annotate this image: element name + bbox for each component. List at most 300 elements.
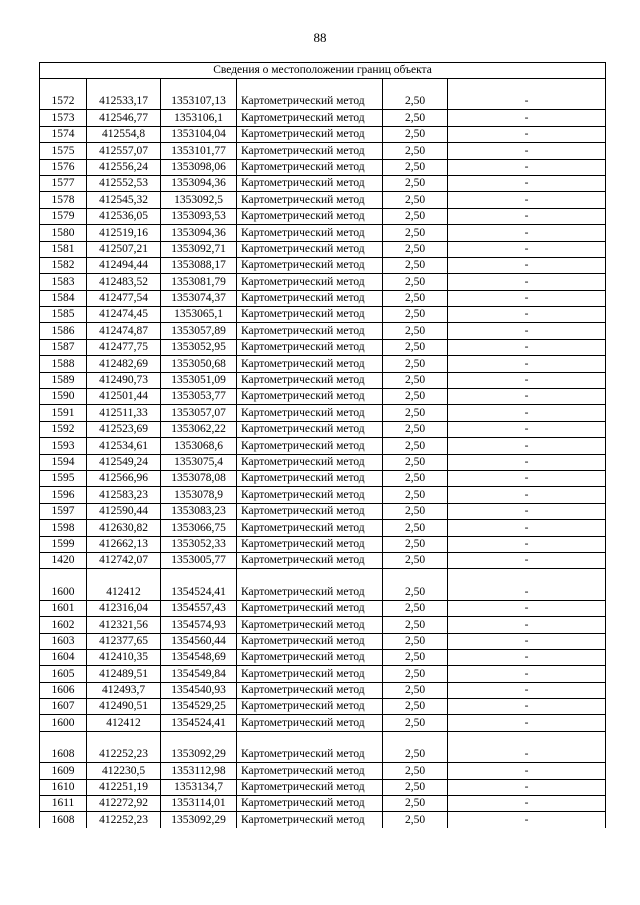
method-cell: Картометрический метод bbox=[237, 307, 383, 323]
table-row bbox=[40, 779, 606, 795]
description-cell: - bbox=[448, 208, 606, 224]
x-coordinate-cell: 412483,52 bbox=[87, 274, 161, 290]
point-number-cell: 1611 bbox=[40, 796, 87, 812]
table-row bbox=[40, 175, 606, 191]
table-row bbox=[40, 470, 606, 486]
description-cell: - bbox=[448, 617, 606, 633]
spacer-cell bbox=[161, 79, 237, 95]
x-coordinate-cell: 412554,8 bbox=[87, 126, 161, 142]
table-row bbox=[40, 405, 606, 421]
y-coordinate-cell: 1353075,4 bbox=[161, 454, 237, 470]
point-number-cell: 1590 bbox=[40, 389, 87, 405]
accuracy-cell: 2,50 bbox=[383, 584, 448, 600]
x-coordinate-cell: 412474,45 bbox=[87, 307, 161, 323]
table-row bbox=[40, 699, 606, 715]
x-coordinate-cell: 412511,33 bbox=[87, 405, 161, 421]
method-cell: Картометрический метод bbox=[237, 715, 383, 731]
description-cell: - bbox=[448, 372, 606, 388]
point-number-cell: 1576 bbox=[40, 159, 87, 175]
method-cell: Картометрический метод bbox=[237, 796, 383, 812]
y-coordinate-cell: 1353112,98 bbox=[161, 763, 237, 779]
point-number-cell: 1600 bbox=[40, 584, 87, 600]
method-cell: Картометрический метод bbox=[237, 584, 383, 600]
y-coordinate-cell: 1354548,69 bbox=[161, 649, 237, 665]
description-cell: - bbox=[448, 225, 606, 241]
accuracy-cell: 2,50 bbox=[383, 372, 448, 388]
y-coordinate-cell: 1353050,68 bbox=[161, 356, 237, 372]
method-cell: Картометрический метод bbox=[237, 552, 383, 568]
method-cell: Картометрический метод bbox=[237, 503, 383, 519]
point-number-cell: 1592 bbox=[40, 421, 87, 437]
x-coordinate-cell: 412742,07 bbox=[87, 552, 161, 568]
y-coordinate-cell: 1353052,33 bbox=[161, 536, 237, 552]
method-cell: Картометрический метод bbox=[237, 779, 383, 795]
description-cell: - bbox=[448, 421, 606, 437]
table-row bbox=[40, 274, 606, 290]
x-coordinate-cell: 412556,24 bbox=[87, 159, 161, 175]
point-number-cell: 1572 bbox=[40, 94, 87, 110]
point-number-cell: 1608 bbox=[40, 812, 87, 828]
method-cell: Картометрический метод bbox=[237, 159, 383, 175]
y-coordinate-cell: 1353083,23 bbox=[161, 503, 237, 519]
point-number-cell: 1420 bbox=[40, 552, 87, 568]
table-row bbox=[40, 617, 606, 633]
y-coordinate-cell: 1353092,29 bbox=[161, 812, 237, 828]
description-cell: - bbox=[448, 715, 606, 731]
table-row bbox=[40, 110, 606, 126]
x-coordinate-cell: 412546,77 bbox=[87, 110, 161, 126]
accuracy-cell: 2,50 bbox=[383, 438, 448, 454]
description-cell: - bbox=[448, 175, 606, 191]
table-row bbox=[40, 372, 606, 388]
x-coordinate-cell: 412552,53 bbox=[87, 175, 161, 191]
point-number-cell: 1601 bbox=[40, 600, 87, 616]
table-row bbox=[40, 763, 606, 779]
y-coordinate-cell: 1353088,17 bbox=[161, 257, 237, 273]
spacer-cell bbox=[40, 731, 87, 747]
accuracy-cell: 2,50 bbox=[383, 617, 448, 633]
accuracy-cell: 2,50 bbox=[383, 763, 448, 779]
y-coordinate-cell: 1353057,07 bbox=[161, 405, 237, 421]
description-cell: - bbox=[448, 307, 606, 323]
method-cell: Картометрический метод bbox=[237, 617, 383, 633]
description-cell: - bbox=[448, 274, 606, 290]
x-coordinate-cell: 412252,23 bbox=[87, 747, 161, 763]
accuracy-cell: 2,50 bbox=[383, 405, 448, 421]
description-cell: - bbox=[448, 552, 606, 568]
table-row bbox=[40, 584, 606, 600]
point-number-cell: 1582 bbox=[40, 257, 87, 273]
method-cell: Картометрический метод bbox=[237, 257, 383, 273]
y-coordinate-cell: 1353094,36 bbox=[161, 225, 237, 241]
x-coordinate-cell: 412272,92 bbox=[87, 796, 161, 812]
x-coordinate-cell: 412630,82 bbox=[87, 520, 161, 536]
point-number-cell: 1593 bbox=[40, 438, 87, 454]
point-number-cell: 1589 bbox=[40, 372, 87, 388]
x-coordinate-cell: 412501,44 bbox=[87, 389, 161, 405]
accuracy-cell: 2,50 bbox=[383, 666, 448, 682]
x-coordinate-cell: 412533,17 bbox=[87, 94, 161, 110]
y-coordinate-cell: 1353092,5 bbox=[161, 192, 237, 208]
x-coordinate-cell: 412583,23 bbox=[87, 487, 161, 503]
description-cell: - bbox=[448, 389, 606, 405]
spacer-cell bbox=[237, 569, 383, 585]
spacer-cell bbox=[87, 79, 161, 95]
point-number-cell: 1598 bbox=[40, 520, 87, 536]
spacer-cell bbox=[237, 731, 383, 747]
method-cell: Картометрический метод bbox=[237, 192, 383, 208]
table-row bbox=[40, 307, 606, 323]
table-row bbox=[40, 649, 606, 665]
accuracy-cell: 2,50 bbox=[383, 257, 448, 273]
table-row bbox=[40, 356, 606, 372]
x-coordinate-cell: 412549,24 bbox=[87, 454, 161, 470]
page-number: 88 bbox=[313, 30, 327, 45]
spacer-cell bbox=[448, 569, 606, 585]
accuracy-cell: 2,50 bbox=[383, 110, 448, 126]
method-cell: Картометрический метод bbox=[237, 600, 383, 616]
y-coordinate-cell: 1354524,41 bbox=[161, 584, 237, 600]
method-cell: Картометрический метод bbox=[237, 241, 383, 257]
description-cell: - bbox=[448, 600, 606, 616]
method-cell: Картометрический метод bbox=[237, 520, 383, 536]
y-coordinate-cell: 1353078,9 bbox=[161, 487, 237, 503]
table-row bbox=[40, 520, 606, 536]
x-coordinate-cell: 412474,87 bbox=[87, 323, 161, 339]
method-cell: Картометрический метод bbox=[237, 454, 383, 470]
accuracy-cell: 2,50 bbox=[383, 503, 448, 519]
description-cell: - bbox=[448, 503, 606, 519]
accuracy-cell: 2,50 bbox=[383, 552, 448, 568]
y-coordinate-cell: 1354557,43 bbox=[161, 600, 237, 616]
method-cell: Картометрический метод bbox=[237, 339, 383, 355]
description-cell: - bbox=[448, 110, 606, 126]
table-row bbox=[40, 503, 606, 519]
spacer-cell bbox=[87, 569, 161, 585]
point-number-cell: 1608 bbox=[40, 747, 87, 763]
method-cell: Картометрический метод bbox=[237, 470, 383, 486]
method-cell: Картометрический метод bbox=[237, 290, 383, 306]
description-cell: - bbox=[448, 94, 606, 110]
y-coordinate-cell: 1353104,04 bbox=[161, 126, 237, 142]
method-cell: Картометрический метод bbox=[237, 356, 383, 372]
x-coordinate-cell: 412523,69 bbox=[87, 421, 161, 437]
spacer-cell bbox=[87, 731, 161, 747]
accuracy-cell: 2,50 bbox=[383, 633, 448, 649]
spacer-cell bbox=[448, 79, 606, 95]
group-spacer-row bbox=[40, 569, 606, 585]
y-coordinate-cell: 1353057,89 bbox=[161, 323, 237, 339]
description-cell: - bbox=[448, 584, 606, 600]
description-cell: - bbox=[448, 470, 606, 486]
table-row bbox=[40, 747, 606, 763]
table-caption: Сведения о местоположении границ объекта bbox=[40, 63, 606, 79]
y-coordinate-cell: 1353065,1 bbox=[161, 307, 237, 323]
method-cell: Картометрический метод bbox=[237, 438, 383, 454]
table-row bbox=[40, 633, 606, 649]
table-row bbox=[40, 192, 606, 208]
y-coordinate-cell: 1353093,53 bbox=[161, 208, 237, 224]
point-number-cell: 1609 bbox=[40, 763, 87, 779]
description-cell: - bbox=[448, 241, 606, 257]
point-number-cell: 1599 bbox=[40, 536, 87, 552]
table-row bbox=[40, 600, 606, 616]
accuracy-cell: 2,50 bbox=[383, 536, 448, 552]
table-row bbox=[40, 421, 606, 437]
description-cell: - bbox=[448, 257, 606, 273]
point-number-cell: 1605 bbox=[40, 666, 87, 682]
accuracy-cell: 2,50 bbox=[383, 649, 448, 665]
spacer-cell bbox=[40, 569, 87, 585]
description-cell: - bbox=[448, 779, 606, 795]
accuracy-cell: 2,50 bbox=[383, 454, 448, 470]
method-cell: Картометрический метод bbox=[237, 812, 383, 828]
y-coordinate-cell: 1353094,36 bbox=[161, 175, 237, 191]
description-cell: - bbox=[448, 487, 606, 503]
table-row bbox=[40, 438, 606, 454]
method-cell: Картометрический метод bbox=[237, 372, 383, 388]
method-cell: Картометрический метод bbox=[237, 421, 383, 437]
y-coordinate-cell: 1353098,06 bbox=[161, 159, 237, 175]
description-cell: - bbox=[448, 666, 606, 682]
spacer-cell bbox=[237, 79, 383, 95]
table-caption-row bbox=[40, 63, 606, 79]
method-cell: Картометрический метод bbox=[237, 323, 383, 339]
description-cell: - bbox=[448, 520, 606, 536]
method-cell: Картометрический метод bbox=[237, 126, 383, 142]
x-coordinate-cell: 412410,35 bbox=[87, 649, 161, 665]
x-coordinate-cell: 412412 bbox=[87, 584, 161, 600]
x-coordinate-cell: 412477,75 bbox=[87, 339, 161, 355]
accuracy-cell: 2,50 bbox=[383, 389, 448, 405]
table-row bbox=[40, 552, 606, 568]
table-row bbox=[40, 666, 606, 682]
description-cell: - bbox=[448, 747, 606, 763]
point-number-cell: 1578 bbox=[40, 192, 87, 208]
y-coordinate-cell: 1353053,77 bbox=[161, 389, 237, 405]
x-coordinate-cell: 412489,51 bbox=[87, 666, 161, 682]
description-cell: - bbox=[448, 682, 606, 698]
description-cell: - bbox=[448, 126, 606, 142]
table-row bbox=[40, 487, 606, 503]
method-cell: Картометрический метод bbox=[237, 666, 383, 682]
spacer-cell bbox=[383, 569, 448, 585]
description-cell: - bbox=[448, 454, 606, 470]
description-cell: - bbox=[448, 649, 606, 665]
x-coordinate-cell: 412590,44 bbox=[87, 503, 161, 519]
x-coordinate-cell: 412251,19 bbox=[87, 779, 161, 795]
y-coordinate-cell: 1353078,08 bbox=[161, 470, 237, 486]
y-coordinate-cell: 1353062,22 bbox=[161, 421, 237, 437]
table-row bbox=[40, 126, 606, 142]
point-number-cell: 1584 bbox=[40, 290, 87, 306]
method-cell: Картометрический метод bbox=[237, 405, 383, 421]
description-cell: - bbox=[448, 339, 606, 355]
y-coordinate-cell: 1353134,7 bbox=[161, 779, 237, 795]
point-number-cell: 1610 bbox=[40, 779, 87, 795]
accuracy-cell: 2,50 bbox=[383, 225, 448, 241]
x-coordinate-cell: 412519,16 bbox=[87, 225, 161, 241]
description-cell: - bbox=[448, 356, 606, 372]
method-cell: Картометрический метод bbox=[237, 763, 383, 779]
y-coordinate-cell: 1353068,6 bbox=[161, 438, 237, 454]
table-row bbox=[40, 389, 606, 405]
group-spacer-row bbox=[40, 731, 606, 747]
point-number-cell: 1581 bbox=[40, 241, 87, 257]
accuracy-cell: 2,50 bbox=[383, 175, 448, 191]
y-coordinate-cell: 1353101,77 bbox=[161, 143, 237, 159]
accuracy-cell: 2,50 bbox=[383, 715, 448, 731]
method-cell: Картометрический метод bbox=[237, 274, 383, 290]
accuracy-cell: 2,50 bbox=[383, 208, 448, 224]
y-coordinate-cell: 1353092,29 bbox=[161, 747, 237, 763]
point-number-cell: 1587 bbox=[40, 339, 87, 355]
x-coordinate-cell: 412412 bbox=[87, 715, 161, 731]
y-coordinate-cell: 1353066,75 bbox=[161, 520, 237, 536]
table-row bbox=[40, 715, 606, 731]
point-number-cell: 1594 bbox=[40, 454, 87, 470]
y-coordinate-cell: 1353051,09 bbox=[161, 372, 237, 388]
point-number-cell: 1596 bbox=[40, 487, 87, 503]
point-number-cell: 1574 bbox=[40, 126, 87, 142]
point-number-cell: 1591 bbox=[40, 405, 87, 421]
method-cell: Картометрический метод bbox=[237, 536, 383, 552]
x-coordinate-cell: 412536,05 bbox=[87, 208, 161, 224]
method-cell: Картометрический метод bbox=[237, 143, 383, 159]
accuracy-cell: 2,50 bbox=[383, 307, 448, 323]
y-coordinate-cell: 1353052,95 bbox=[161, 339, 237, 355]
x-coordinate-cell: 412494,44 bbox=[87, 257, 161, 273]
accuracy-cell: 2,50 bbox=[383, 192, 448, 208]
accuracy-cell: 2,50 bbox=[383, 323, 448, 339]
table-row bbox=[40, 257, 606, 273]
description-cell: - bbox=[448, 143, 606, 159]
table-row bbox=[40, 290, 606, 306]
y-coordinate-cell: 1353074,37 bbox=[161, 290, 237, 306]
table-row bbox=[40, 323, 606, 339]
method-cell: Картометрический метод bbox=[237, 649, 383, 665]
method-cell: Картометрический метод bbox=[237, 225, 383, 241]
group-spacer-row bbox=[40, 79, 606, 95]
x-coordinate-cell: 412557,07 bbox=[87, 143, 161, 159]
accuracy-cell: 2,50 bbox=[383, 779, 448, 795]
boundary-coordinates-table bbox=[39, 62, 606, 828]
accuracy-cell: 2,50 bbox=[383, 290, 448, 306]
point-number-cell: 1579 bbox=[40, 208, 87, 224]
y-coordinate-cell: 1354574,93 bbox=[161, 617, 237, 633]
description-cell: - bbox=[448, 323, 606, 339]
accuracy-cell: 2,50 bbox=[383, 470, 448, 486]
description-cell: - bbox=[448, 633, 606, 649]
description-cell: - bbox=[448, 159, 606, 175]
description-cell: - bbox=[448, 438, 606, 454]
accuracy-cell: 2,50 bbox=[383, 699, 448, 715]
point-number-cell: 1607 bbox=[40, 699, 87, 715]
point-number-cell: 1595 bbox=[40, 470, 87, 486]
x-coordinate-cell: 412482,69 bbox=[87, 356, 161, 372]
y-coordinate-cell: 1354549,84 bbox=[161, 666, 237, 682]
y-coordinate-cell: 1353081,79 bbox=[161, 274, 237, 290]
y-coordinate-cell: 1354524,41 bbox=[161, 715, 237, 731]
point-number-cell: 1597 bbox=[40, 503, 87, 519]
method-cell: Картометрический метод bbox=[237, 633, 383, 649]
point-number-cell: 1585 bbox=[40, 307, 87, 323]
accuracy-cell: 2,50 bbox=[383, 520, 448, 536]
y-coordinate-cell: 1353107,13 bbox=[161, 94, 237, 110]
table-row bbox=[40, 339, 606, 355]
x-coordinate-cell: 412545,32 bbox=[87, 192, 161, 208]
accuracy-cell: 2,50 bbox=[383, 274, 448, 290]
accuracy-cell: 2,50 bbox=[383, 159, 448, 175]
accuracy-cell: 2,50 bbox=[383, 747, 448, 763]
table-row bbox=[40, 208, 606, 224]
accuracy-cell: 2,50 bbox=[383, 94, 448, 110]
accuracy-cell: 2,50 bbox=[383, 241, 448, 257]
point-number-cell: 1600 bbox=[40, 715, 87, 731]
description-cell: - bbox=[448, 536, 606, 552]
method-cell: Картометрический метод bbox=[237, 699, 383, 715]
table-row bbox=[40, 159, 606, 175]
x-coordinate-cell: 412534,61 bbox=[87, 438, 161, 454]
method-cell: Картометрический метод bbox=[237, 747, 383, 763]
accuracy-cell: 2,50 bbox=[383, 812, 448, 828]
accuracy-cell: 2,50 bbox=[383, 487, 448, 503]
method-cell: Картометрический метод bbox=[237, 175, 383, 191]
spacer-cell bbox=[383, 731, 448, 747]
x-coordinate-cell: 412507,21 bbox=[87, 241, 161, 257]
accuracy-cell: 2,50 bbox=[383, 682, 448, 698]
point-number-cell: 1606 bbox=[40, 682, 87, 698]
description-cell: - bbox=[448, 812, 606, 828]
spacer-cell bbox=[383, 79, 448, 95]
spacer-cell bbox=[448, 731, 606, 747]
x-coordinate-cell: 412490,73 bbox=[87, 372, 161, 388]
x-coordinate-cell: 412477,54 bbox=[87, 290, 161, 306]
table-row bbox=[40, 225, 606, 241]
spacer-cell bbox=[40, 79, 87, 95]
y-coordinate-cell: 1353092,71 bbox=[161, 241, 237, 257]
point-number-cell: 1583 bbox=[40, 274, 87, 290]
point-number-cell: 1604 bbox=[40, 649, 87, 665]
method-cell: Картометрический метод bbox=[237, 208, 383, 224]
point-number-cell: 1602 bbox=[40, 617, 87, 633]
table-row bbox=[40, 796, 606, 812]
point-number-cell: 1603 bbox=[40, 633, 87, 649]
x-coordinate-cell: 412321,56 bbox=[87, 617, 161, 633]
y-coordinate-cell: 1353005,77 bbox=[161, 552, 237, 568]
spacer-cell bbox=[161, 569, 237, 585]
x-coordinate-cell: 412316,04 bbox=[87, 600, 161, 616]
y-coordinate-cell: 1353106,1 bbox=[161, 110, 237, 126]
accuracy-cell: 2,50 bbox=[383, 143, 448, 159]
description-cell: - bbox=[448, 290, 606, 306]
description-cell: - bbox=[448, 796, 606, 812]
table-row bbox=[40, 454, 606, 470]
spacer-cell bbox=[161, 731, 237, 747]
x-coordinate-cell: 412493,7 bbox=[87, 682, 161, 698]
table-row bbox=[40, 241, 606, 257]
table-row bbox=[40, 682, 606, 698]
x-coordinate-cell: 412230,5 bbox=[87, 763, 161, 779]
description-cell: - bbox=[448, 763, 606, 779]
x-coordinate-cell: 412662,13 bbox=[87, 536, 161, 552]
description-cell: - bbox=[448, 699, 606, 715]
y-coordinate-cell: 1354529,25 bbox=[161, 699, 237, 715]
point-number-cell: 1575 bbox=[40, 143, 87, 159]
point-number-cell: 1577 bbox=[40, 175, 87, 191]
x-coordinate-cell: 412566,96 bbox=[87, 470, 161, 486]
method-cell: Картометрический метод bbox=[237, 682, 383, 698]
